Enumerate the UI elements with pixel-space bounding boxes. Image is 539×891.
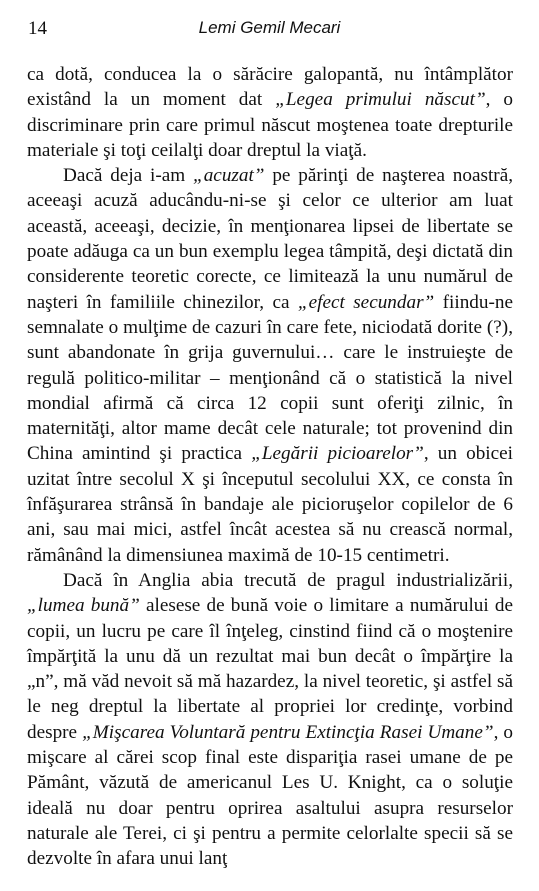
text-run: , un obicei uzitat între secolul X şi începutul secolului XX, ce consta în înfăşurarea strânsă în bandaje ale picioruşelor copilelor de 6 ani, sau mai mici, astfel încât acestea să nu crească normal, rămânând la dimensiunea maximă de 10-15 centimetri. [27, 443, 513, 566]
page-header [28, 18, 511, 42]
text-run: fiindu-ne semnalate o mulţime de cazuri în care fete, niciodată dorite (?), sunt abandonate în grija guvernului… care le instruieşte de regulă politico-militar – menţionând că o statistică la nivel mondial afirmă că circa 12 copii sunt oferiţi zilnic, în maternităţi, altor mame decât cele naturale; tot provenind din China amintind şi practica [27, 291, 513, 465]
body-text [27, 62, 513, 872]
italic-quote: „lumea bună” [27, 595, 140, 617]
italic-quote: „acuzat” [193, 165, 265, 187]
italic-quote: „Legea primului născut” [275, 89, 486, 111]
text-run: , o mişcare al cărei scop final este dispariţia rasei umane de pe Pământ, văzută de americanul Les U. Knight, ca o soluţie ideală nu doar pentru oprirea asaltului asupra resurselor naturale ale Terei, ci şi pentru a permite celorlalte specii să se dezvolte în afara unui lanţ [27, 721, 513, 870]
italic-quote: „Legării picioarelor” [251, 443, 424, 465]
text-run: , o discriminare prin care primul născut moştenea toate drepturile materiale şi toţi ceilalţi doar dreptul la viaţă. [27, 89, 513, 161]
text-run: pe părinţi de naşterea noastră, aceeaşi acuză aducându-ni-se şi celor ce ulterior am luat această, aceeaşi, decizie, în menţionarea lipsei de libertate se poate adăuga ca un bun exemplu legea tâmpită, deşi dictată din considerente teoretic corecte, ce limitează la unu numărul de naşteri în familiile chinezilor, ca [27, 165, 514, 313]
text-run: ca dotă, conducea la o sărăcire galopantă, nu întâmplător existând la un moment dat [27, 64, 513, 111]
paragraph [27, 568, 513, 872]
page-number: 14 [28, 18, 47, 39]
text-run: Dacă deja i-am [63, 165, 194, 187]
italic-quote: „efect secundar” [297, 291, 435, 313]
paragraph [27, 163, 513, 568]
text-run: alesese de bună voie o limitare a numărului de copii, un lucru pe care îl înţeleg, cinstind fiind că o moştenire împărţită la unu dă un rezultat mai bun decât o împărţire la „n”, mă văd nevoit să mă hazardez, la nivel teoretic, şi astfel să le neg dreptul la libertate al propriei lor credinţe, vorbind despre [27, 595, 514, 743]
italic-quote: „Mişcarea Voluntară pentru Extincţia Rasei Umane” [82, 721, 494, 743]
running-head-author: Lemi Gemil Mecari [198, 18, 341, 37]
paragraph [27, 62, 513, 163]
text-run: Dacă în Anglia abia trecută de pragul industrializării, [63, 569, 513, 591]
